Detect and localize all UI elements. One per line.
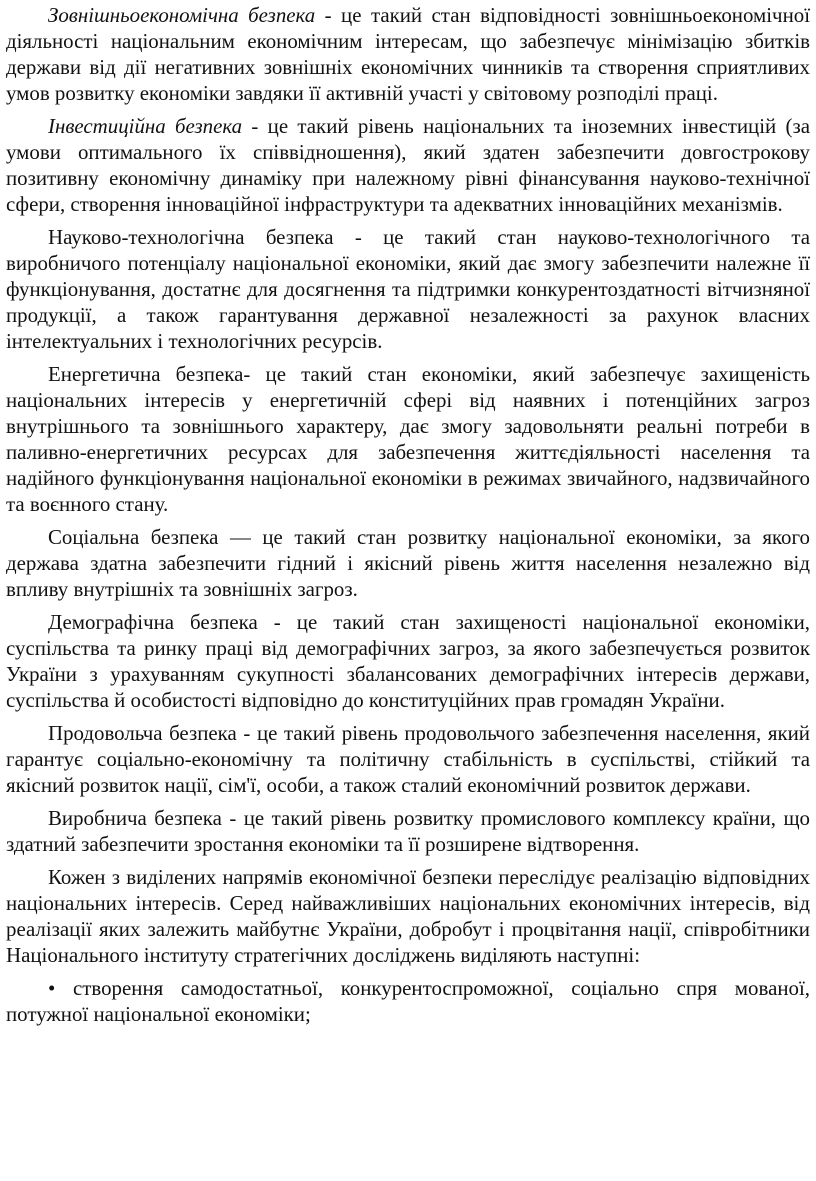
- term-social-security: Соціальна безпека: [48, 525, 219, 549]
- term-demographic-security: Демографічна безпека: [48, 610, 258, 634]
- paragraph-demographic-security: [6, 609, 810, 713]
- term-energy-security: Енергетична безпека: [48, 362, 244, 386]
- definition-demographic-security: - це такий стан захищеності національної економіки, суспільства та ринку праці від демографічних загроз, за якого забезпечується розвиток України з урахуванням сукупності збалансованих демографічних інтересів держави, суспільства й особистості відповідно до конституційних прав громадян України.: [6, 610, 810, 712]
- definition-production-security: - це такий рівень розвитку промислового комплексу країни, що здатний забезпечити зростання економіки та її розширене відтворення.: [6, 806, 810, 856]
- definition-foreign-economic-security: - це такий стан відповідності зовнішньоекономічної діяльності національним економічним інтересам, що забезпечує мінімізацію збитків держави від дії негативних зовнішніх економічних чинників та створення сприятливих умов розвитку економіки завдяки її активній участі у світовому розподілі праці.: [6, 3, 810, 105]
- paragraph-food-security: [6, 720, 810, 798]
- term-production-security: Виробнича безпека: [48, 806, 222, 830]
- definition-investment-security: - це такий рівень національних та іноземних інвестицій (за умови оптимального їх співвідношення), який здатен забезпечити довгострокову позитивну економічну динаміку при належному рівні фінансування науково-технічної сфери, створення інноваційної інфраструктури та адекватних інноваційних механізмів.: [6, 114, 811, 216]
- bullet-list-item: [6, 975, 810, 1027]
- paragraph-national-interests: [6, 864, 810, 968]
- paragraph-production-security: [6, 805, 810, 857]
- paragraph-energy-security: [6, 361, 810, 517]
- bullet-text: створення самодостатньої, конкурентоспроможної, соціально спря мованої, потужної національної економіки;: [6, 976, 810, 1026]
- paragraph-science-technology-security: [6, 224, 810, 354]
- term-food-security: Продовольча безпека: [48, 721, 237, 745]
- definition-science-technology-security: - це такий стан науково-технологічного та виробничого потенціалу національної економіки, який дає змогу забезпечити належне її функціонування, достатнє для досягнення та підтримки конкурентоздатності вітчизняної продукції, а також гарантування державної незалежності за рахунок власних інтелектуальних і технологічних ресурсів.: [6, 225, 810, 353]
- paragraph-social-security: [6, 524, 810, 602]
- national-interests-text: Кожен з виділених напрямів економічної безпеки переслідує реалізацію відповідних національних інтересів. Серед найважливіших національних економічних інтересів, від реалізації яких залежить майбутнє України, добробут і процвітання нації, співробітники Національного інституту стратегічних досліджень виділяють наступні:: [6, 865, 810, 967]
- term-foreign-economic-security: Зовнішньоекономічна безпека: [48, 3, 316, 27]
- term-science-technology-security: Науково-технологічна безпека: [48, 225, 334, 249]
- term-investment-security: Інвестиційна безпека: [48, 114, 243, 138]
- definition-energy-security: - це такий стан економіки, який забезпечує захищеність національних інтересів у енергетичній сфері від наявних і потенційних загроз внутрішнього та зовнішнього характеру, дає змогу задовольняти реальні потреби в паливно-енергетичних ресурсах для забезпечення життєдіяльності населення та надійного функціонування національної економіки в режимах звичайного, надзвичайного та воєнного стану.: [6, 362, 810, 516]
- paragraph-foreign-economic-security: [6, 2, 810, 106]
- bullet-marker: •: [48, 976, 56, 1000]
- definition-food-security: - це такий рівень продовольчого забезпечення населення, який гарантує соціально-економічну та політичну стабільність в суспільстві, стійкий та якісний розвиток нації, сім'ї, особи, а також сталий економічний розвиток держави.: [6, 721, 810, 797]
- definition-social-security: — це такий стан розвитку національної економіки, за якого держава здатна забезпечити гідний і якісний рівень життя населення незалежно від впливу внутрішніх та зовнішніх загроз.: [6, 525, 810, 601]
- paragraph-investment-security: [6, 113, 810, 217]
